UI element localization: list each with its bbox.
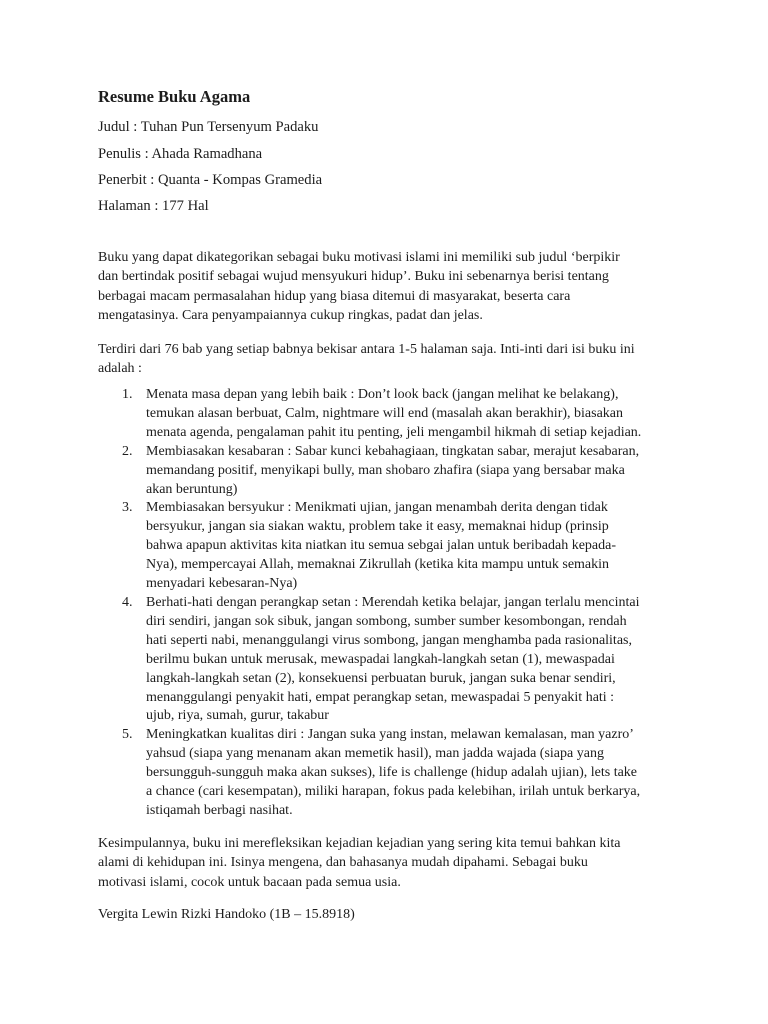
list-item-text xyxy=(146,386,702,443)
list-line: istiqamah berbagi nasihat. xyxy=(146,802,293,818)
intro-line: dan bertindak positif sebagai wujud mensyukuri hidup’. Buku ini sebenarnya berisi tentang xyxy=(98,269,609,285)
list-line: berilmu bukan untuk merusak, mewaspadai langkah-langkah setan (1), mewaspadai xyxy=(146,651,615,667)
list-line: Membiasakan bersyukur : Menikmati ujian, jangan menambah derita dengan tidak xyxy=(146,500,608,516)
list-number: 3. xyxy=(122,500,133,516)
author-signature: Vergita Lewin Rizki Handoko (1B – 15.8918) xyxy=(98,907,355,922)
list-line: Nya), mempercayai Allah, memaknai Zikrullah (ketika kita mampu untuk semakin xyxy=(146,557,610,573)
meta-penulis: Penulis : Ahada Ramadhana xyxy=(98,146,263,162)
document-title: Resume Buku Agama xyxy=(98,87,251,106)
list-number: 2. xyxy=(122,443,133,459)
list-line: bersyukur, jangan sia siakan waktu, problem take it easy, memaknai hidup (prinsip xyxy=(146,519,609,535)
list-line: Berhati-hati dengan perangkap setan : Merendah ketika belajar, jangan terlalu mencintai xyxy=(146,594,640,610)
list-number: 5. xyxy=(122,727,133,743)
list-line: hati seperti nabi, menanggulangi virus sombong, jangan menghamba pada rasionalitas, xyxy=(146,632,632,648)
list-number: 1. xyxy=(122,387,133,402)
intro-paragraph xyxy=(98,248,702,326)
list-line: ujub, riya, sumah, gurur, takabur xyxy=(146,708,329,724)
list-item xyxy=(98,499,702,594)
list-line: menyadari kebesaran-Nya) xyxy=(146,576,298,592)
lead-paragraph xyxy=(98,340,702,379)
list-line: Meningkatkan kualitas diri : Jangan suka yang instan, melawan kemalasan, man yazro’ xyxy=(146,727,634,743)
meta-judul: Judul : Tuhan Pun Tersenyum Padaku xyxy=(98,119,319,135)
list-line: a chance (cari kesempatan), miliki harapan, fokus pada kelebihan, irilah untuk berkarya, xyxy=(146,784,641,800)
list-line: menata agenda, pengalaman pahit itu penting, jeli mengambil hikmah di setiap kejadian. xyxy=(146,424,642,440)
intro-line: mengatasinya. Cara penyampaiannya cukup ringkas, padat dan jelas. xyxy=(98,308,483,324)
list-item xyxy=(98,443,702,500)
list-line: Menata masa depan yang lebih baik : Don’t look back (jangan melihat ke belakang), xyxy=(146,387,619,402)
list-item xyxy=(98,726,702,821)
list-line: akan beruntung) xyxy=(146,481,238,497)
list-item-text xyxy=(146,499,702,594)
lead-line: adalah : xyxy=(98,361,142,377)
meta-halaman: Halaman : 177 Hal xyxy=(98,198,209,214)
intro-line: Buku yang dapat dikategorikan sebagai buku motivasi islami ini memiliki sub judul ‘berpikir xyxy=(98,250,620,265)
intro-line: berbagai macam permasalahan hidup yang biasa ditemui di masyarakat, beserta cara xyxy=(98,288,571,304)
list-item-text xyxy=(146,594,702,726)
conclusion-line: alami di kehidupan ini. Isinya mengena, dan bahasanya mudah dipahami. Sebagai buku xyxy=(98,855,588,871)
summary-list xyxy=(98,386,702,821)
list-line: bahwa apapun aktivitas kita niatkan itu semua sebgai jalan untuk beribadah kepada- xyxy=(146,538,617,554)
list-line: menanggulangi penyakit hati, empat perangkap setan, mewaspadai 5 penyakit hati : xyxy=(146,689,615,705)
list-item xyxy=(98,386,702,443)
list-item-text xyxy=(146,726,702,821)
list-line: langkah-langkah setan (2), konsekuensi perbuatan buruk, jangan suka benar sendiri, xyxy=(146,670,616,686)
list-line: bersungguh-sungguh maka akan sukses), life is challenge (hidup adalah ujian), lets take xyxy=(146,765,638,781)
list-number: 4. xyxy=(122,594,133,610)
list-line: Membiasakan kesabaran : Sabar kunci kebahagiaan, tingkatan sabar, merajut kesabaran, xyxy=(146,443,640,459)
list-item xyxy=(98,594,702,726)
list-item-text xyxy=(146,443,702,500)
lead-line: Terdiri dari 76 bab yang setiap babnya bekisar antara 1-5 halaman saja. Inti-inti dari isi buku ini xyxy=(98,342,635,357)
conclusion-line: motivasi islami, cocok untuk bacaan pada semua usia. xyxy=(98,874,401,890)
list-line: yahsud (siapa yang menanam akan memetik hasil), man jadda wajada (siapa yang xyxy=(146,746,604,762)
conclusion-line: Kesimpulannya, buku ini merefleksikan kejadian kejadian yang sering kita temui bahkan kita xyxy=(98,836,621,851)
list-line: diri sendiri, jangan sok sibuk, jangan sombong, sumber sumber kesombongan, rendah xyxy=(146,613,627,629)
conclusion-paragraph xyxy=(98,834,702,892)
list-line: memandang positif, menyikapi bully, man shobaro zhafira (siapa yang bersabar maka xyxy=(146,462,625,478)
list-line: temukan alasan berbuat, Calm, nightmare will end (masalah akan berakhir), biasakan xyxy=(146,405,623,421)
meta-penerbit: Penerbit : Quanta - Kompas Gramedia xyxy=(98,172,323,188)
